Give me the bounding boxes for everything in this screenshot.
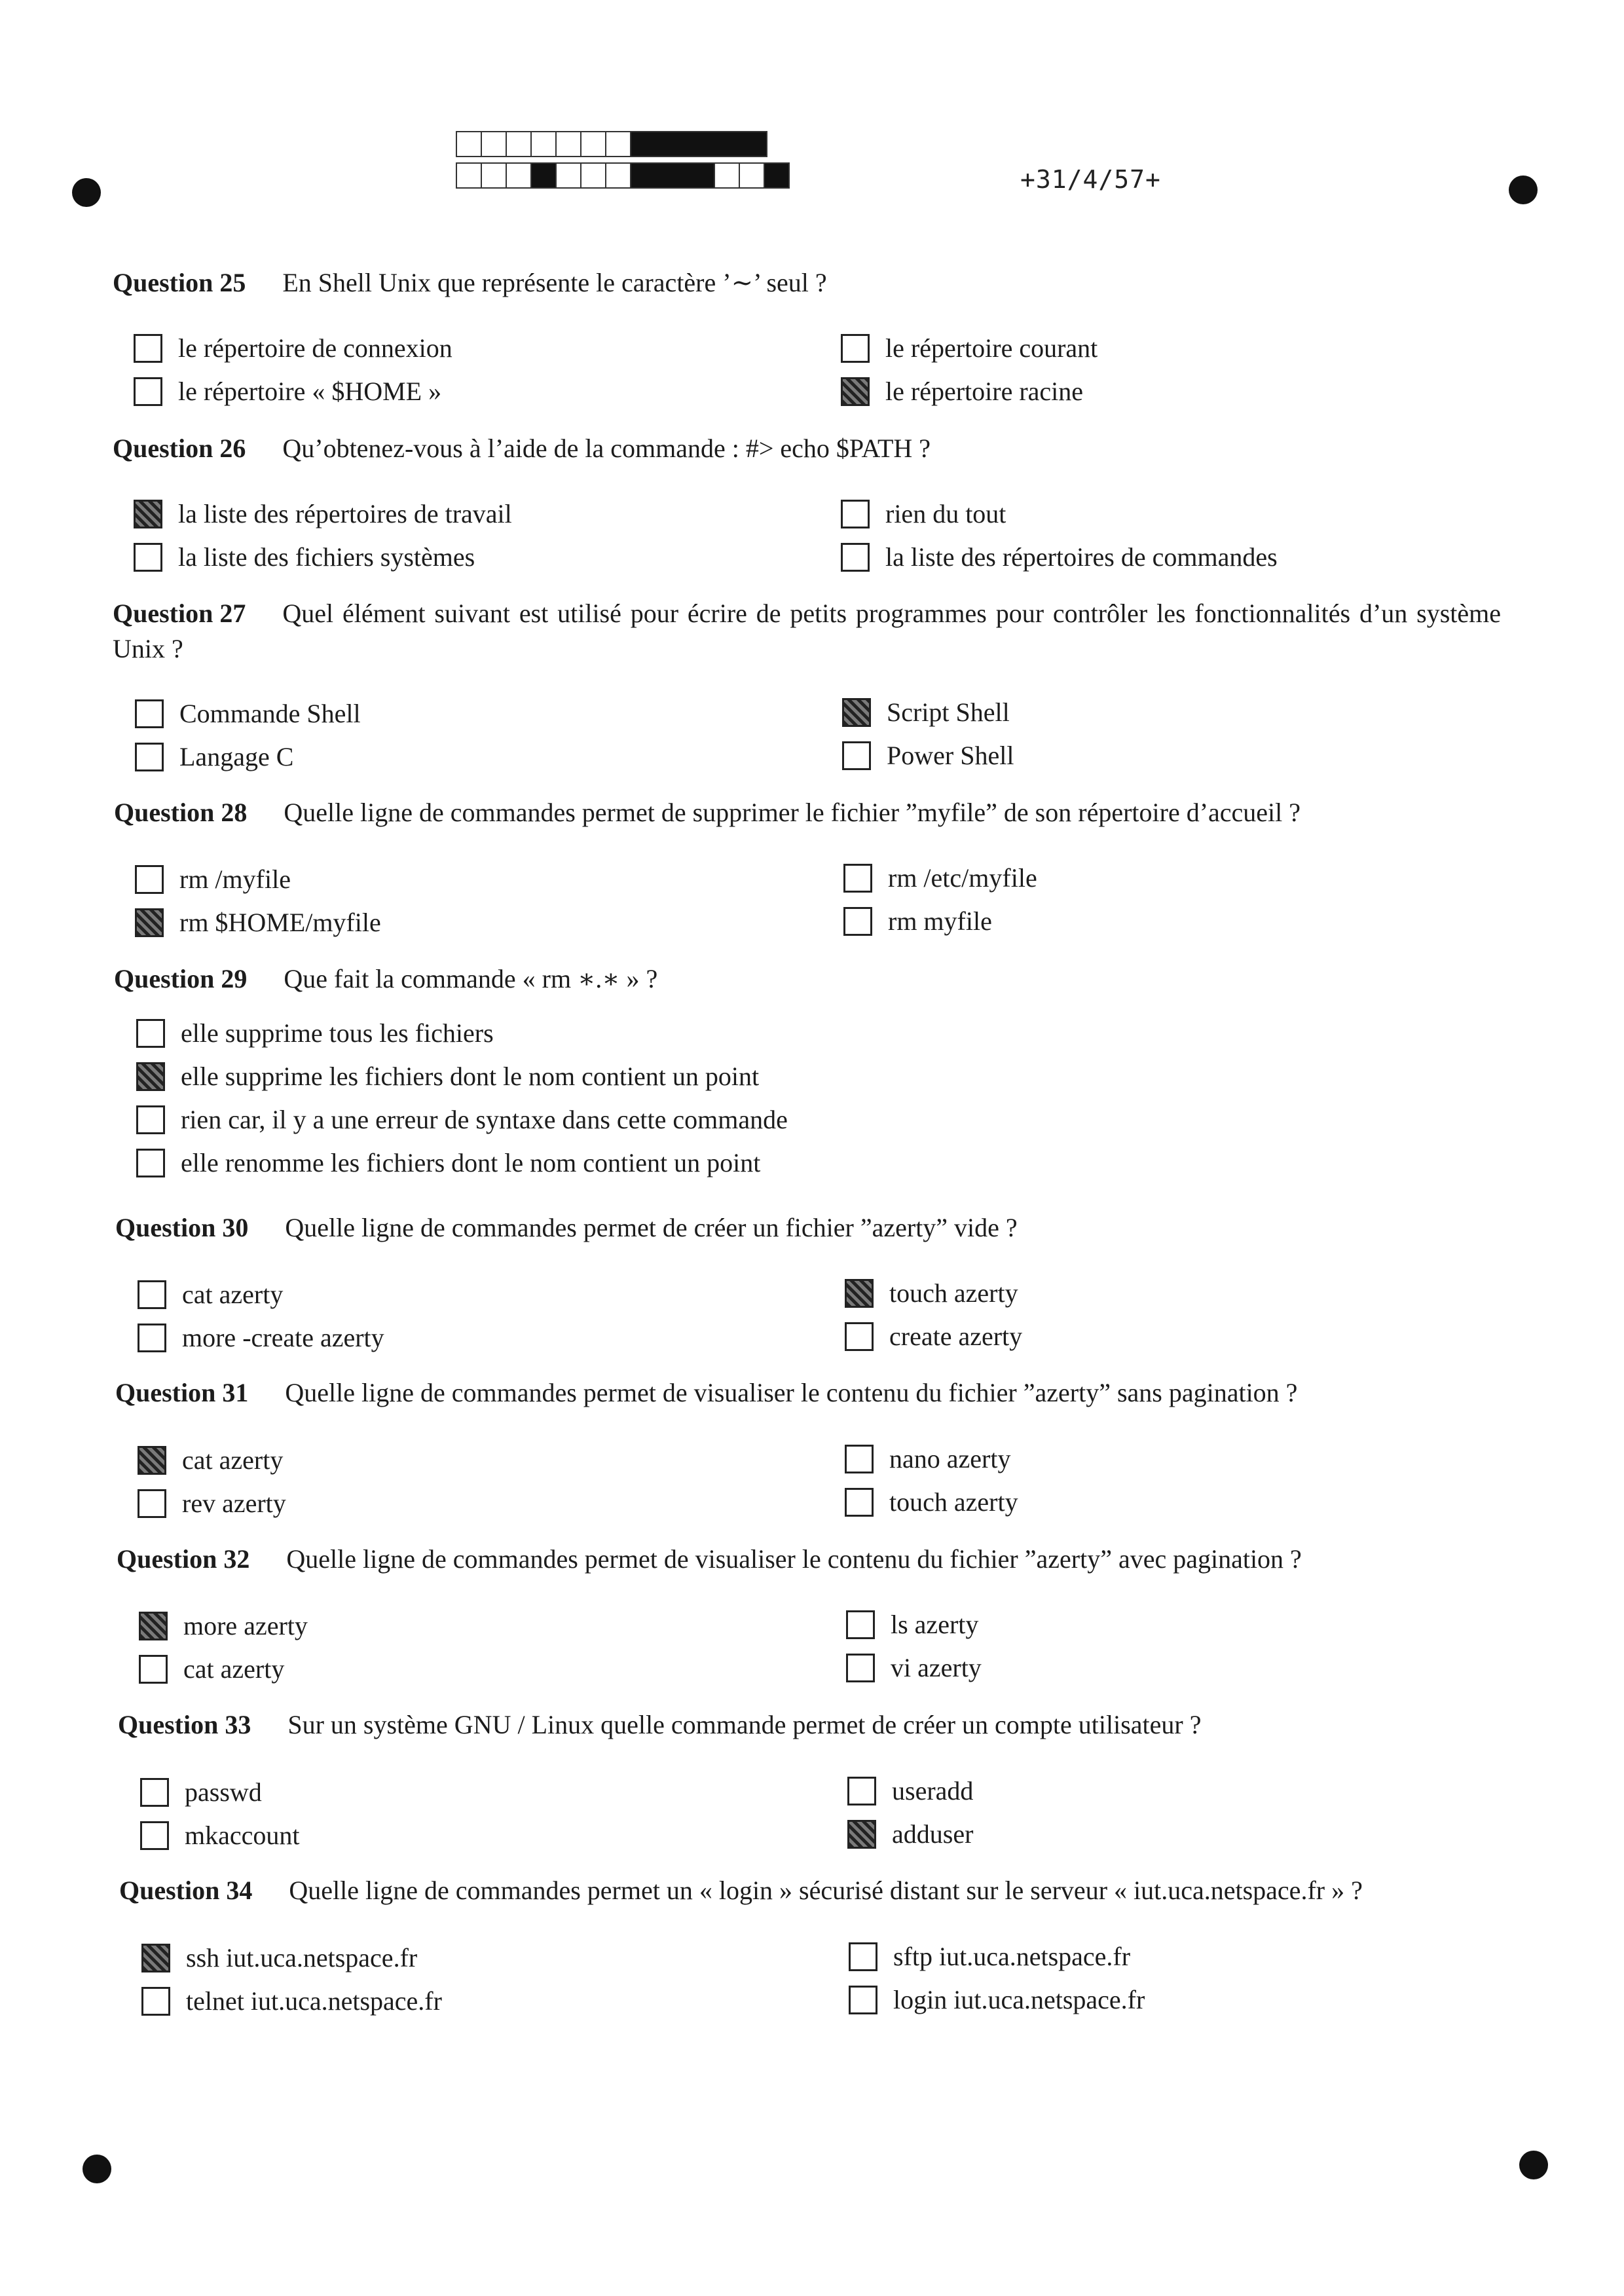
question-number: Question 29 (114, 964, 248, 993)
question-33 (118, 1707, 1202, 1743)
answer-label: elle supprime les fichiers dont le nom contient un point (181, 1062, 760, 1091)
checkbox[interactable] (138, 1280, 166, 1309)
question-number: Question 32 (117, 1544, 250, 1574)
answer-option[interactable] (845, 1486, 1018, 1519)
answer-label: cat azerty (182, 1445, 284, 1475)
answer-label: cat azerty (183, 1654, 285, 1684)
answer-option[interactable] (139, 1610, 308, 1642)
checkbox[interactable] (846, 1654, 875, 1682)
answer-option[interactable] (135, 741, 293, 773)
answer-label: le répertoire courant (885, 333, 1098, 363)
answer-option[interactable] (843, 862, 1037, 895)
answer-label: vi azerty (891, 1653, 982, 1682)
answer-option[interactable] (140, 1776, 262, 1809)
answer-label: rev azerty (182, 1489, 286, 1518)
checkbox[interactable] (846, 1610, 875, 1639)
checkbox[interactable] (849, 1942, 877, 1971)
answer-option[interactable] (135, 863, 291, 896)
answer-label: useradd (892, 1776, 974, 1805)
checkbox-checked[interactable] (136, 1062, 165, 1091)
answer-option[interactable] (847, 1818, 973, 1851)
question-text: Quelle ligne de commandes permet de créer un fichier ”azerty” vide ? (285, 1213, 1018, 1242)
checkbox[interactable] (136, 1019, 165, 1048)
page-id: +31/4/57+ (1020, 165, 1161, 194)
answer-option[interactable] (842, 696, 1010, 729)
answer-option[interactable] (134, 375, 441, 408)
answer-label: passwd (185, 1777, 262, 1807)
checkbox[interactable] (845, 1322, 874, 1351)
answer-label: nano azerty (889, 1444, 1011, 1473)
question-number: Question 31 (115, 1378, 249, 1407)
answer-option[interactable] (138, 1444, 283, 1477)
checkbox[interactable] (843, 864, 872, 893)
answer-option[interactable] (849, 1984, 1145, 2016)
answer-option[interactable] (849, 1940, 1130, 1973)
checkbox[interactable] (140, 1778, 169, 1807)
answer-option[interactable] (139, 1653, 284, 1686)
answer-label: la liste des répertoires de travail (178, 499, 512, 528)
checkbox[interactable] (841, 334, 870, 363)
registration-mark-bottom-left (83, 2155, 111, 2183)
registration-mark-bottom-right (1519, 2151, 1548, 2179)
question-27 (113, 596, 1501, 667)
answer-label: rm /myfile (179, 864, 291, 894)
answer-option[interactable] (134, 541, 475, 574)
answer-option[interactable] (135, 697, 361, 730)
question-number: Question 34 (119, 1876, 253, 1905)
answer-option[interactable] (138, 1322, 384, 1354)
checkbox[interactable] (845, 1445, 874, 1473)
barcode-row-2 (456, 162, 770, 189)
question-32 (117, 1542, 1302, 1577)
answer-label: rien car, il y a une erreur de syntaxe dans cette commande (181, 1105, 788, 1134)
answer-label: le répertoire racine (885, 377, 1084, 406)
answer-label: Script Shell (887, 697, 1010, 727)
answer-label: sftp iut.uca.netspace.fr (893, 1942, 1131, 1971)
answer-label: cat azerty (182, 1280, 284, 1309)
checkbox[interactable] (845, 1488, 874, 1517)
answer-option[interactable] (141, 1985, 442, 2018)
answer-label: la liste des répertoires de commandes (885, 542, 1278, 572)
checkbox[interactable] (135, 743, 164, 771)
checkbox[interactable] (134, 543, 162, 572)
checkbox[interactable] (136, 1149, 165, 1177)
answer-label: mkaccount (185, 1821, 300, 1850)
answer-option[interactable] (841, 541, 1278, 574)
question-26 (113, 431, 931, 466)
answer-label: rien du tout (885, 499, 1006, 528)
checkbox-checked[interactable] (134, 500, 162, 528)
answer-label: le répertoire de connexion (178, 333, 452, 363)
question-number: Question 28 (114, 798, 248, 827)
checkbox[interactable] (136, 1105, 165, 1134)
question-text: Que fait la commande « rm ∗.∗ » ? (284, 964, 658, 993)
question-31 (115, 1375, 1297, 1411)
checkbox-checked[interactable] (847, 1820, 876, 1849)
answer-label: le répertoire « $HOME » (178, 377, 442, 406)
answer-option[interactable] (134, 498, 512, 530)
registration-mark-top-right (1509, 176, 1538, 204)
answer-label: rm myfile (888, 906, 992, 936)
checkbox[interactable] (134, 377, 162, 406)
question-text: Quelle ligne de commandes permet de visualiser le contenu du fichier ”azerty” sans pagination ? (285, 1378, 1298, 1407)
checkbox[interactable] (141, 1987, 170, 2016)
answer-label: elle supprime tous les fichiers (181, 1018, 494, 1048)
question-28 (114, 795, 1301, 830)
checkbox[interactable] (135, 699, 164, 728)
question-text: Quelle ligne de commandes permet de supprimer le fichier ”myfile” de son répertoire d’accueil ? (284, 798, 1301, 827)
checkbox[interactable] (138, 1324, 166, 1352)
checkbox-checked[interactable] (135, 908, 164, 937)
answer-label: ssh iut.uca.netspace.fr (186, 1943, 418, 1972)
answer-option[interactable] (134, 332, 452, 365)
checkbox[interactable] (134, 334, 162, 363)
answer-label: rm $HOME/myfile (179, 908, 381, 937)
question-number: Question 30 (115, 1213, 249, 1242)
checkbox[interactable] (841, 543, 870, 572)
question-text: Sur un système GNU / Linux quelle commande permet de créer un compte utilisateur ? (287, 1710, 1202, 1739)
answer-option[interactable] (141, 1942, 417, 1974)
answer-label: create azerty (889, 1322, 1023, 1351)
answer-option[interactable] (135, 906, 381, 939)
answer-label: touch azerty (889, 1278, 1018, 1308)
checkbox-checked[interactable] (842, 698, 871, 727)
checkbox-checked[interactable] (841, 377, 870, 406)
question-30 (115, 1210, 1018, 1246)
answer-option[interactable] (847, 1775, 973, 1807)
answer-option[interactable] (138, 1278, 283, 1311)
checkbox-checked[interactable] (139, 1612, 168, 1640)
checkbox[interactable] (135, 865, 164, 894)
answer-label: more -create azerty (182, 1323, 384, 1352)
question-text: Quel élément suivant est utilisé pour écrire de petits programmes pour contrôler les fonctionnalités d’un système Unix ? (113, 599, 1501, 663)
answer-label: ls azerty (891, 1610, 979, 1639)
answer-option[interactable] (140, 1819, 300, 1852)
question-text: Quelle ligne de commandes permet un « login » sécurisé distant sur le serveur « iut.uca.netspace.fr » ? (289, 1876, 1363, 1905)
answer-option[interactable] (136, 1017, 494, 1050)
checkbox[interactable] (138, 1489, 166, 1518)
question-text: En Shell Unix que représente le caractère ’∼’ seul ? (282, 268, 827, 297)
answer-label: Commande Shell (179, 699, 361, 728)
barcode-row-1 (456, 131, 770, 157)
question-34 (119, 1873, 1363, 1908)
question-25 (113, 265, 827, 301)
answer-option[interactable] (136, 1103, 788, 1136)
question-number: Question 25 (113, 268, 246, 297)
checkbox[interactable] (841, 500, 870, 528)
answer-option[interactable] (841, 332, 1098, 365)
checkbox[interactable] (843, 907, 872, 936)
answer-option[interactable] (842, 739, 1014, 772)
answer-label: touch azerty (889, 1487, 1018, 1517)
checkbox[interactable] (139, 1655, 168, 1684)
answer-option[interactable] (136, 1060, 759, 1093)
answer-option[interactable] (846, 1652, 982, 1684)
answer-option[interactable] (845, 1443, 1010, 1475)
answer-option[interactable] (841, 375, 1083, 408)
answer-label: more azerty (183, 1611, 308, 1640)
registration-mark-top-left (72, 178, 101, 207)
question-text: Quelle ligne de commandes permet de visualiser le contenu du fichier ”azerty” avec pagination ? (286, 1544, 1302, 1574)
answer-label: Langage C (179, 742, 294, 771)
answer-option[interactable] (845, 1277, 1018, 1310)
checkbox[interactable] (140, 1821, 169, 1850)
checkbox-checked[interactable] (138, 1446, 166, 1475)
answer-label: la liste des fichiers systèmes (178, 542, 475, 572)
answer-option[interactable] (845, 1320, 1022, 1353)
question-number: Question 26 (113, 434, 246, 463)
checkbox[interactable] (842, 741, 871, 770)
answer-label: telnet iut.uca.netspace.fr (186, 1986, 442, 2016)
answer-label: elle renomme les fichiers dont le nom contient un point (181, 1148, 761, 1177)
checkbox-checked[interactable] (845, 1279, 874, 1308)
answer-option[interactable] (138, 1487, 286, 1520)
question-text: Qu’obtenez-vous à l’aide de la commande : #> echo $PATH ? (282, 434, 931, 463)
answer-label: adduser (892, 1819, 974, 1849)
checkbox-checked[interactable] (141, 1944, 170, 1972)
question-number: Question 33 (118, 1710, 251, 1739)
answer-option[interactable] (136, 1147, 760, 1179)
checkbox[interactable] (849, 1986, 877, 2014)
checkbox[interactable] (847, 1777, 876, 1805)
answer-label: Power Shell (887, 741, 1014, 770)
answer-label: login iut.uca.netspace.fr (893, 1985, 1145, 2014)
question-29 (114, 961, 657, 997)
answer-option[interactable] (846, 1608, 978, 1641)
question-number: Question 27 (113, 599, 246, 628)
answer-label: rm /etc/myfile (888, 863, 1037, 893)
answer-option[interactable] (843, 905, 992, 938)
answer-option[interactable] (841, 498, 1006, 530)
